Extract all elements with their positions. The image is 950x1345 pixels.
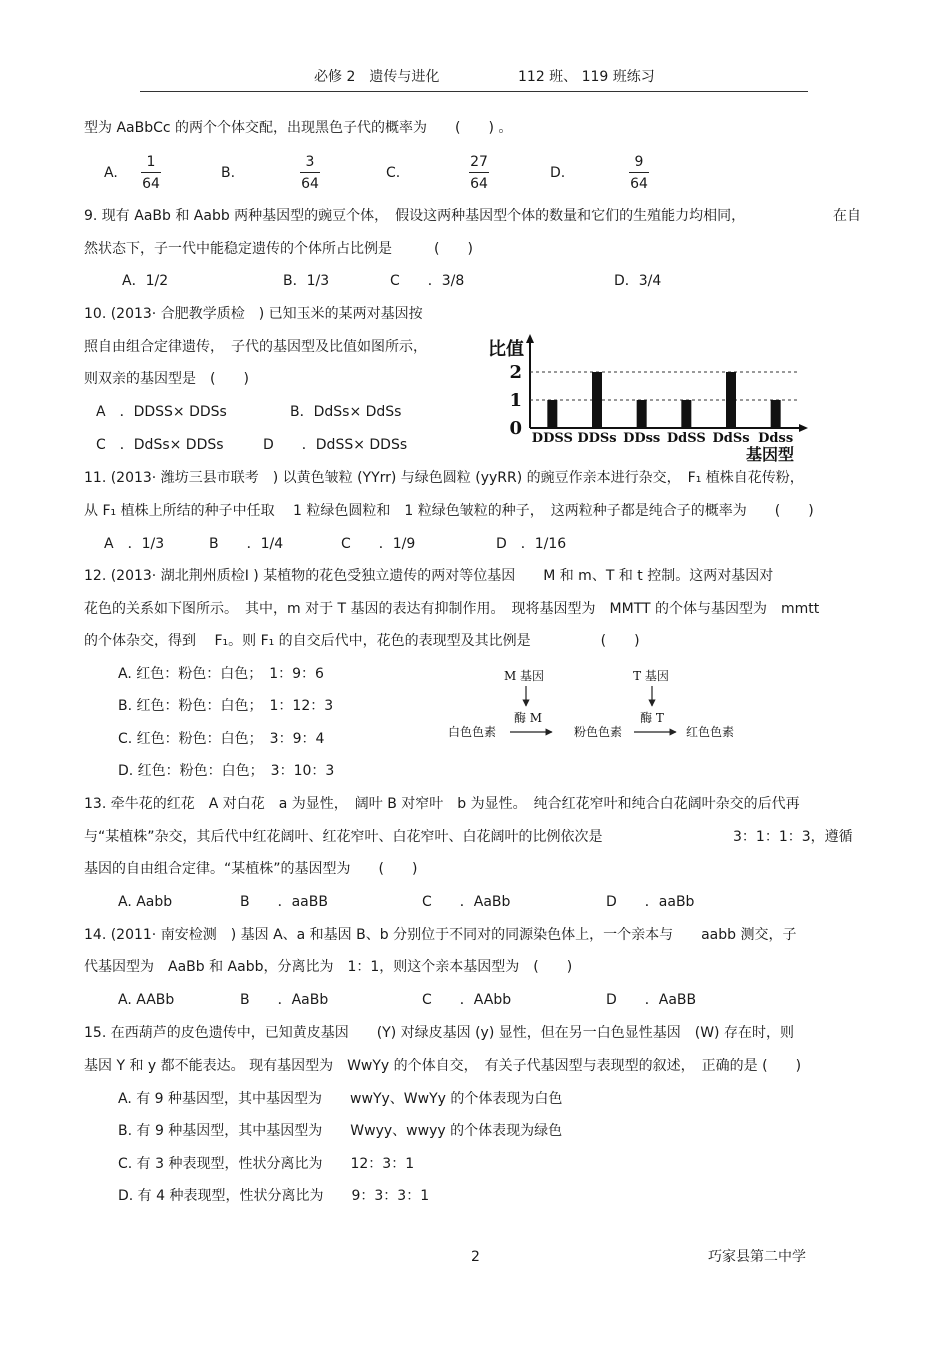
chart-bar [592, 372, 602, 428]
fraction-denominator: 64 [301, 176, 319, 192]
q8-stem: 型为 AaBbCc 的两个个体交配，出现黑色子代的概率为 ( ) 。 [84, 120, 513, 136]
q14-option-c: C ．AAbb [422, 992, 512, 1008]
q12-option-a: A. 红色：粉色：白色； 1：9：6 [118, 666, 324, 682]
chart-y-tick-label: 0 [509, 418, 522, 439]
q14-line2: 代基因型为 AaBb 和 Aabb，分离比为 1：1，则这个亲本基因型为 ( ) [84, 959, 573, 975]
q13-option-c: C ．AaBb [422, 894, 511, 910]
gene-t-label: T 基因 [633, 669, 669, 683]
q15-option-d: D. 有 4 种表现型，性状分离比为 9：3：3：1 [118, 1188, 430, 1204]
q10-line1: 10. (2013· 合肥教学质检 ) 已知玉米的某两对基因按 [84, 306, 423, 322]
q8-option-b-fraction [290, 153, 330, 193]
q13-line2: 与“某植株”杂交，其后代中红花阔叶、红花窄叶、白花窄叶、白花阔叶的比例依次是 [84, 829, 603, 845]
q14-line1: 14. (2011· 南安检测 ) 基因 A、a 和基因 B、b 分别位于不同对的同源染色体上，一个亲本与 aabb 测交，子 [84, 927, 797, 943]
red-pigment-label: 红色色素 [686, 725, 735, 739]
q8-option-d-fraction [619, 153, 659, 193]
chart-bar [681, 400, 691, 428]
q9-line1-end: 在自 [833, 208, 861, 224]
q10-line3: 则双亲的基因型是 ( ) [84, 371, 249, 387]
q13-option-b: B ．aaBB [240, 894, 328, 910]
q15-option-c: C. 有 3 种表现型，性状分离比为 12：3：1 [118, 1156, 415, 1172]
chart-x-axis-label: 基因型 [745, 445, 795, 464]
q10-option-b: B．DdSs× DdSs [290, 404, 402, 420]
q8-option-c-label: C. [386, 165, 401, 181]
fraction-denominator: 64 [470, 176, 488, 192]
q8-option-a-fraction [131, 153, 171, 193]
chart-category-label: DDss [623, 431, 661, 446]
chart-bar [547, 400, 557, 428]
q15-line2: 基因 Y 和 y 都不能表达。 现有基因型为 WwYy 的个体自交， 有关子代基因型与表现型的叙述， 正确的是 ( ) [84, 1058, 802, 1074]
pink-pigment-label: 粉色色素 [574, 725, 623, 739]
q9-option-b: B．1/3 [283, 273, 330, 289]
q10-option-a: A ．DDSS× DDSs [96, 404, 227, 420]
header-subject: 必修 2 遗传与进化 [314, 69, 440, 85]
fraction-numerator: 27 [470, 154, 488, 170]
chart-x-axis-arrow [799, 424, 808, 432]
q8-option-d-label: D. [550, 165, 566, 181]
q8-option-b-label: B. [221, 165, 236, 181]
chart-y-axis-arrow [526, 334, 534, 343]
chart-category-label: DDSs [577, 431, 617, 446]
q8-option-c-fraction [459, 153, 499, 193]
q13-line2-end: 3：1：1：3，遵循 [733, 829, 853, 845]
fraction-numerator: 9 [634, 154, 644, 170]
q8-option-a-label: A. [104, 165, 118, 181]
fraction-bar [141, 172, 161, 173]
fraction-bar [300, 172, 320, 173]
q9-option-d: D．3/4 [614, 273, 662, 289]
q11-line1: 11. (2013· 潍坊三县市联考 ) 以黄色皱粒 (YYrr) 与绿色圆粒 (yyRR) 的豌豆作亲本进行杂交， F₁ 植株自花传粉， [84, 470, 804, 486]
q10-line2: 照自由组合定律遗传， 子代的基因型及比值如图所示， [84, 339, 427, 355]
q10-option-c: C ．DdSs× DDSs [96, 437, 224, 453]
q12-option-b: B. 红色：粉色：白色； 1：12：3 [118, 698, 334, 714]
q13-option-d: D ．aaBb [606, 894, 695, 910]
chart-category-label: DdSS [666, 431, 706, 446]
q12-option-c: C. 红色：粉色：白色； 3：9：4 [118, 731, 325, 747]
q11-option-b: B ．1/4 [209, 536, 284, 552]
q14-option-d: D ．AaBB [606, 992, 697, 1008]
fraction-bar [469, 172, 489, 173]
q12-line1: 12. (2013· 湖北荆州质检Ⅰ ) 某植物的花色受独立遗传的两对等位基因 M 和 m、T 和 t 控制。这两对基因对 [84, 568, 774, 584]
q10-option-d: D ．DdSS× DDSs [263, 437, 408, 453]
q11-option-a: A ．1/3 [104, 536, 165, 552]
genotype-ratio-chart [480, 330, 820, 466]
chart-y-tick-label: 2 [509, 362, 522, 383]
header-class: 112 班、 119 班练习 [518, 69, 655, 85]
q9-option-c: C ．3/8 [390, 273, 465, 289]
q15-option-a: A. 有 9 种基因型，其中基因型为 wwYy、WwYy 的个体表现为白色 [118, 1091, 563, 1107]
gene-m-label: M 基因 [503, 669, 545, 683]
q12-line3: 的个体杂交，得到 F₁。则 F₁ 的自交后代中，花色的表现型及其比例是 ( ) [84, 633, 640, 649]
q13-option-a: A. Aabb [118, 894, 173, 910]
chart-category-label: Ddss [758, 431, 794, 446]
q9-option-a: A．1/2 [122, 273, 169, 289]
chart-bar [726, 372, 736, 428]
chart-y-tick-label: 1 [509, 390, 522, 411]
chart-category-label: DdSs [712, 431, 750, 446]
fraction-numerator: 1 [146, 154, 156, 170]
header-divider [140, 91, 808, 92]
q11-option-d: D ．1/16 [496, 536, 567, 552]
q9-line1: 9. 现有 AaBb 和 Aabb 两种基因型的豌豆个体， 假设这两种基因型个体的数量和它们的生殖能力均相同， [84, 208, 746, 224]
chart-y-axis-label: 比值 [488, 339, 524, 360]
q12-line2: 花色的关系如下图所示。 其中，m 对于 T 基因的表达有抑制作用。 现将基因型为 MMTT 的个体与基因型为 mmtt [84, 601, 820, 617]
enzyme-m-label: 酶 M [513, 711, 543, 725]
pigment-pathway-diagram [440, 664, 760, 750]
q13-line3: 基因的自由组合定律。“某植株”的基因型为 ( ) [84, 861, 418, 877]
q15-line1: 15. 在西葫芦的皮色遗传中，已知黄皮基因 (Y) 对绿皮基因 (y) 显性，但在另一白色显性基因 (W) 存在时，则 [84, 1025, 794, 1041]
chart-bar [771, 400, 781, 428]
q14-option-a: A. AABb [118, 992, 175, 1008]
q12-option-d: D. 红色：粉色：白色； 3：10：3 [118, 763, 335, 779]
q15-option-b: B. 有 9 种基因型，其中基因型为 Wwyy、wwyy 的个体表现为绿色 [118, 1123, 563, 1139]
fraction-denominator: 64 [630, 176, 648, 192]
q9-line2: 然状态下，子一代中能稳定遗传的个体所占比例是 ( ) [84, 241, 473, 257]
white-pigment-label: 白色色素 [448, 725, 497, 739]
page-number: 2 [471, 1249, 480, 1265]
fraction-denominator: 64 [142, 176, 160, 192]
chart-bar [637, 400, 647, 428]
q13-line1: 13. 牵牛花的红花 A 对白花 a 为显性， 阔叶 B 对窄叶 b 为显性。 纯合红花窄叶和纯合白花阔叶杂交的后代再 [84, 796, 800, 812]
q11-option-c: C ．1/9 [341, 536, 416, 552]
q14-option-b: B ．AaBb [240, 992, 329, 1008]
q11-line2: 从 F₁ 植株上所结的种子中任取 1 粒绿色圆粒和 1 粒绿色皱粒的种子， 这两粒种子都是纯合子的概率为 ( ) [84, 503, 814, 519]
enzyme-t-label: 酶 T [640, 711, 664, 725]
fraction-numerator: 3 [305, 154, 315, 170]
chart-category-label: DDSS [531, 431, 573, 446]
footer-school: 巧家县第二中学 [708, 1249, 806, 1265]
fraction-bar [629, 172, 649, 173]
